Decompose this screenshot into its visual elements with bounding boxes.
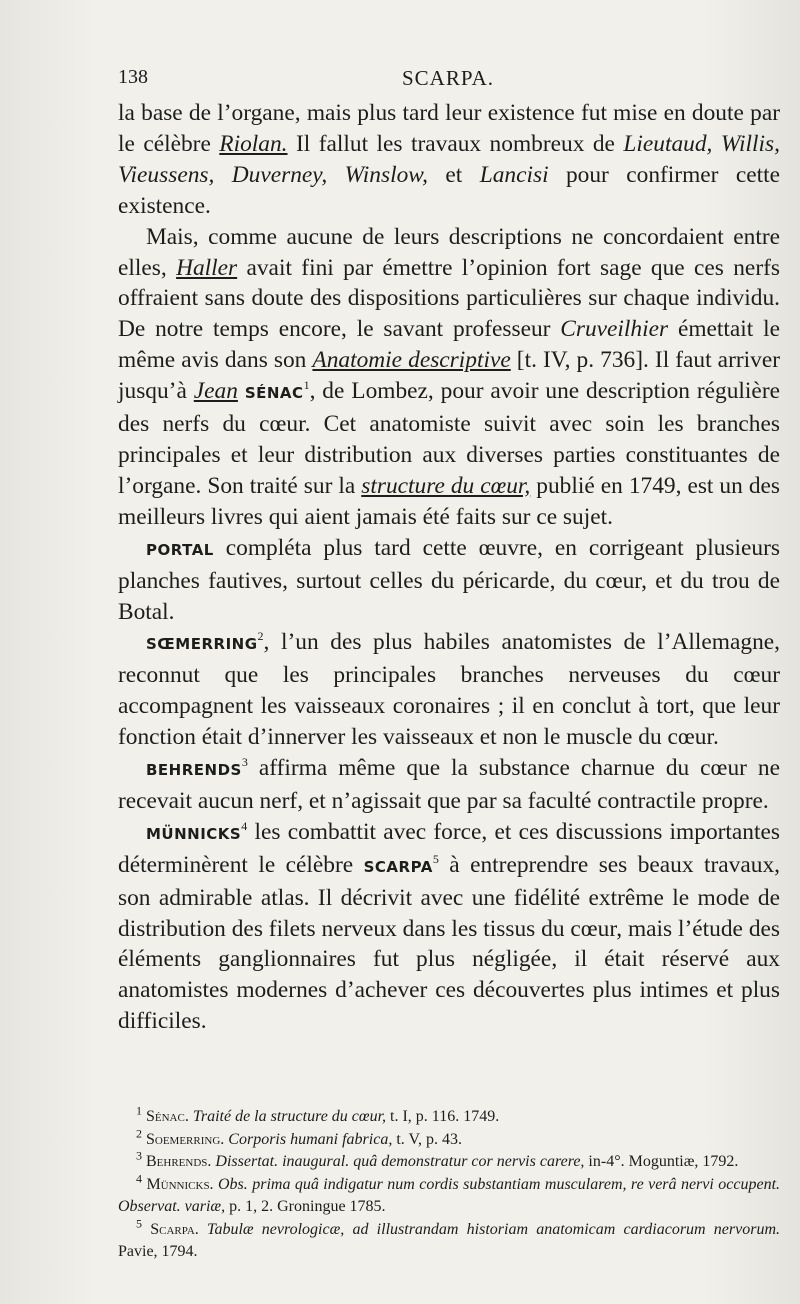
name-riolan: Riolan.: [219, 130, 288, 157]
footnote-title: Dissertat. inaugural. quâ demonstratur cor nervis carere,: [215, 1153, 585, 1170]
name-haller: Haller: [176, 254, 238, 281]
text-run: et: [428, 161, 480, 188]
text-run: compléta plus tard cette œuvre, en corrigeant plusieurs planches fautives, surtout celles du péricarde, du cœur, et du trou de Botal.: [118, 534, 780, 625]
footnote-number: 5: [136, 1216, 142, 1231]
footnote-ref: 4: [241, 819, 248, 834]
footnote-title: Tabulæ nevrologicæ, ad illustrandam historiam anatomicam cardiacorum nervorum.: [207, 1220, 781, 1238]
footnote-5: [118, 1216, 781, 1264]
text-run: [t. IV, p. 736]. Il faut arriver jusqu’à: [118, 347, 781, 405]
paragraph-3: [118, 533, 780, 628]
book-title-anatomie: Anatomie descriptive: [312, 347, 511, 374]
footnote-ref: 5: [432, 851, 439, 866]
footnote-2: [118, 1126, 780, 1152]
name-munnicks: MÜNNICKS: [146, 824, 242, 843]
name-lancisi: Lancisi: [479, 161, 549, 188]
footnote-details: t. V, p. 43.: [392, 1130, 462, 1148]
name-behrends: BEHRENDS: [146, 761, 242, 780]
footnote-details: p. 1, 2. Groningue 1785.: [225, 1198, 386, 1215]
name-scarpa: SCARPA: [363, 857, 433, 876]
name-soemmerring: SŒMERRING: [146, 635, 258, 654]
paragraph-1: [118, 98, 780, 222]
footnote-number: 4: [136, 1171, 142, 1186]
footnote-number: 1: [136, 1103, 142, 1118]
page-number: 138: [118, 66, 148, 88]
text-run: la base de l’organe, mais plus tard leur existence fut mise en doute par le célèbre: [118, 100, 780, 157]
footnote-title: Obs. prima quâ indigatur num cordis substantiam muscularem, re verâ nervi occupent. Observat. variæ,: [118, 1175, 781, 1215]
footnote-title: Traité de la structure du cœur,: [192, 1108, 387, 1125]
text-run: publié en 1749, est un des meilleurs livres qui aient jamais été faits sur ce sujet.: [118, 472, 780, 530]
footnote-3: [118, 1148, 780, 1174]
footnote-details: Pavie, 1794.: [118, 1243, 198, 1260]
page-header: [118, 66, 778, 94]
paragraph-2: [118, 222, 780, 533]
text-run: les combattit avec force, et ces discussions importantes déterminèrent le célèbre: [118, 818, 780, 878]
paragraph-4: [118, 627, 780, 753]
footnote-author: Sénac.: [146, 1108, 189, 1125]
name-cruveilhier: Cruveilhier: [560, 316, 669, 343]
name-senac: SÉNAC: [244, 384, 304, 403]
footnote-1: [118, 1103, 780, 1129]
footnote-ref: 3: [241, 755, 248, 770]
footnote-ref: 2: [257, 629, 264, 644]
text-run: affirma même que la substance charnue du cœur ne recevait aucun nerf, et n’agissait que par sa faculté contractile propre.: [118, 755, 780, 814]
body-text: [118, 98, 780, 1037]
text-run: émettait le même avis dans son: [118, 316, 780, 374]
footnote-author: Soemerring.: [146, 1130, 225, 1148]
footnote-number: 2: [136, 1126, 142, 1141]
footnote-4: [118, 1171, 781, 1219]
footnote-author: Münnicks.: [146, 1175, 214, 1193]
paragraph-6: [118, 817, 780, 1037]
text-run: à entreprendre ses beaux travaux, son admirable atlas. Il décrivit avec une fidélité extrême le mode de distribution des filets nerveux dans les tissus du cœur, mais l’étude des éléments ganglionnaires fut plus négligée, il était réservé aux anatomistes modernes d’achever ces découvertes plus intimes et plus difficiles.: [118, 851, 780, 1035]
footnote-details: t. I, p. 116. 1749.: [386, 1108, 500, 1125]
text-run: pour confirmer cette existence.: [118, 161, 780, 219]
footnote-ref: 1: [303, 378, 310, 393]
names-list: Willis, Vieussens, Duverney, Winslow,: [118, 130, 780, 188]
name-lieutaud: Lieutaud,: [623, 130, 713, 157]
text-run: , de Lombez, pour avoir une description régulière des nerfs du cœur. Cet anatomiste suivit avec soin les branches principales et leur distribution aux diverses parties constituantes de l’organe. Son traité sur la: [118, 378, 780, 499]
text-run: [712, 131, 720, 157]
footnote-number: 3: [136, 1148, 142, 1163]
name-jean: Jean: [193, 378, 238, 405]
text-run: avait fini par émettre l’opinion fort sage que ces nerfs offraient sans doute des dispositions particulières sur chaque individu. De notre temps encore, le savant professeur: [118, 254, 780, 343]
running-title: SCARPA.: [401, 66, 495, 90]
paragraph-5: [118, 753, 780, 817]
footnote-title: Corporis humani fabrica,: [228, 1130, 393, 1148]
text-run: , l’un des plus habiles anatomistes de l’Allemagne, reconnut que les principales branches nerveuses du cœur accompagnent les vaisseaux coronaires ; il en conclut à tort, que leur fonction était d’innerver les vaisseaux et non le muscle du cœur.: [118, 629, 780, 751]
text-run: [238, 378, 245, 404]
book-title-structure: structure du cœur,: [361, 472, 531, 499]
name-portal: PORTAL: [146, 540, 214, 559]
text-run: Mais, comme aucune de leurs descriptions ne concordaient entre elles,: [118, 223, 780, 281]
footnote-details: in-4°. Moguntiæ, 1792.: [584, 1153, 739, 1170]
text-run: Il fallut les travaux nombreux de: [287, 130, 624, 157]
footnotes: [118, 1103, 781, 1264]
footnote-author: Scarpa.: [150, 1220, 199, 1238]
footnote-author: Behrends.: [146, 1153, 212, 1170]
